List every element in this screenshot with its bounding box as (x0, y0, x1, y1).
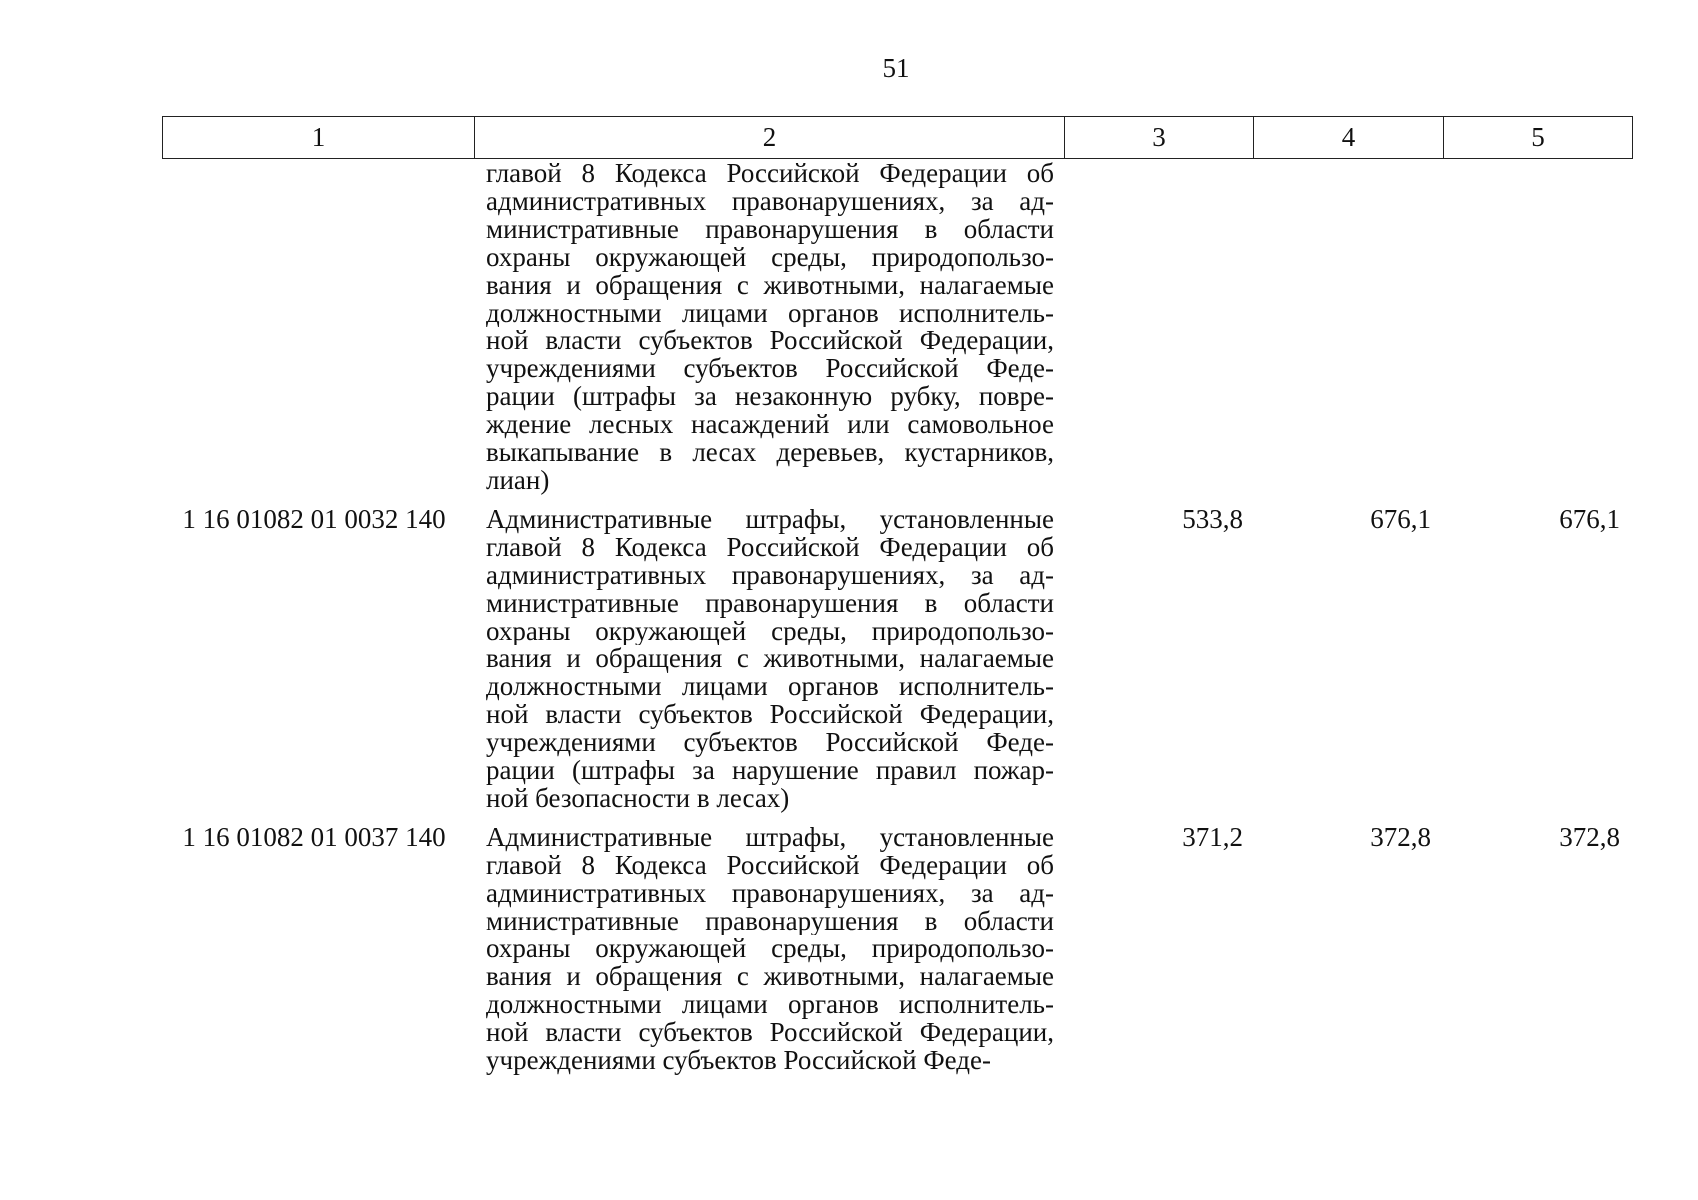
page-number: 51 (882, 53, 910, 83)
description-line: ной безопасности в лесах) (486, 784, 790, 813)
description-line: главой 8 Кодекса Российской Федерации об (486, 851, 1054, 880)
row-value-col5: 676,1 (1559, 503, 1620, 534)
description-line: учреждениями субъектов Российской Феде- (486, 729, 1054, 758)
description-line: ждение лесных насаждений или самовольное (486, 411, 1054, 440)
header-col-1: 1 (163, 117, 475, 159)
description-line: вания и обращения с животными, налагаемые (486, 963, 1054, 992)
row-code: 1 16 01082 01 0032 140 (182, 503, 446, 534)
table-header (162, 116, 1633, 159)
table-row (162, 503, 1632, 813)
header-col-3: 3 (1065, 117, 1254, 159)
description-line: административных правонарушениях, за ад- (486, 561, 1054, 590)
description-line: министративные правонарушения в области (486, 907, 1054, 936)
description-line: Административные штрафы, установленные (486, 823, 1054, 852)
description-line: выкапывание в лесах деревьев, кустарников, (486, 439, 1054, 467)
description-line: ной власти субъектов Российской Федерации, (486, 327, 1054, 356)
row-value-col4: 676,1 (1370, 503, 1431, 534)
description-line: административных правонарушениях, за ад- (486, 879, 1054, 908)
description-line: рации (штрафы за нарушение правил пожар- (486, 757, 1054, 785)
description-line: главой 8 Кодекса Российской Федерации об (486, 160, 1054, 188)
description-line: учреждениями субъектов Российской Феде- (486, 1047, 992, 1075)
description-line: вания и обращения с животными, налагаемые (486, 645, 1054, 674)
row-value-col3 (1064, 160, 1253, 495)
description-line: должностными лицами органов исполнитель- (486, 673, 1054, 702)
description-line: должностными лицами органов исполнитель- (486, 991, 1054, 1020)
header-col-4: 4 (1254, 117, 1444, 159)
header-col-2: 2 (475, 117, 1065, 159)
row-code: 1 16 01082 01 0037 140 (182, 821, 446, 852)
description-line: административных правонарушениях, за ад- (486, 187, 1054, 216)
table-row (162, 821, 1632, 1075)
description-line: охраны окружающей среды, природопользо- (486, 935, 1054, 964)
description-line: рации (штрафы за незаконную рубку, повре- (486, 383, 1054, 412)
row-value-col4 (1253, 160, 1443, 495)
description-line: министративные правонарушения в области (486, 589, 1054, 618)
row-value-col5: 372,8 (1559, 821, 1620, 852)
row-code (162, 160, 474, 495)
description-line: учреждениями субъектов Российской Феде- (486, 355, 1054, 384)
row-description (474, 506, 1064, 813)
description-line: ной власти субъектов Российской Федерации, (486, 1019, 1054, 1048)
description-line: министративные правонарушения в области (486, 215, 1054, 244)
row-value-col3: 533,8 (1182, 503, 1243, 534)
row-value-col3: 371,2 (1182, 821, 1243, 852)
description-line: охраны окружающей среды, природопользо- (486, 617, 1054, 646)
description-line: лиан) (486, 466, 550, 495)
row-value-col5 (1443, 160, 1632, 495)
description-line: ной власти субъектов Российской Федерации, (486, 701, 1054, 730)
table-body (162, 160, 1632, 1075)
row-value-col4: 372,8 (1370, 821, 1431, 852)
description-line: вания и обращения с животными, налагаемые (486, 271, 1054, 300)
description-line: Административные штрафы, установленные (486, 505, 1054, 534)
row-description (474, 160, 1064, 495)
row-description (474, 824, 1064, 1075)
description-line: главой 8 Кодекса Российской Федерации об (486, 533, 1054, 562)
description-line: должностными лицами органов исполнитель- (486, 299, 1054, 328)
table-row (162, 160, 1632, 495)
description-line: охраны окружающей среды, природопользо- (486, 243, 1054, 272)
header-row (163, 117, 1633, 159)
header-col-5: 5 (1444, 117, 1633, 159)
